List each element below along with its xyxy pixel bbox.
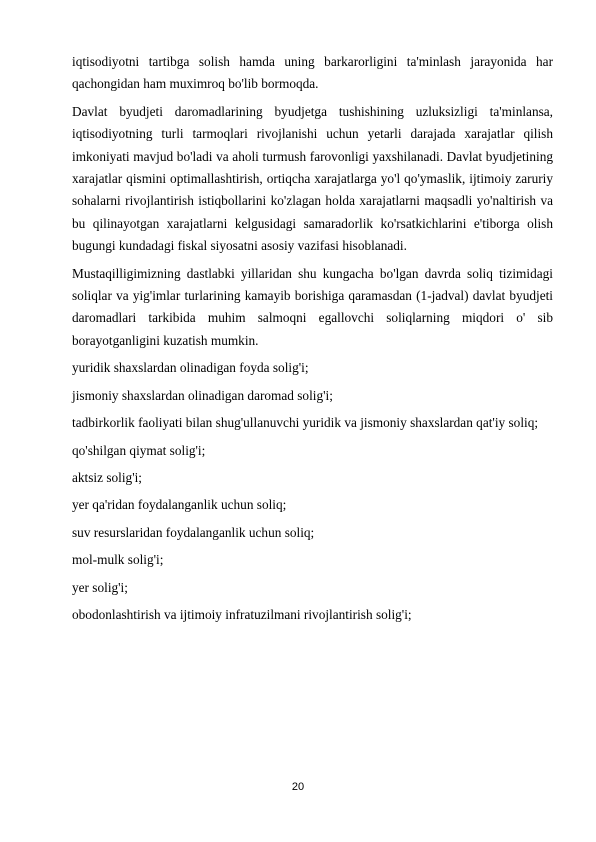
list-item-personal-income-tax: jismoniy shaxslardan olinadigan daromad solig'i; — [72, 387, 333, 403]
list-item-land-tax: yer solig'i; — [72, 579, 128, 595]
paragraph-tax-system: Mustaqilligimizning dastlabki yillaridan shu kungacha bo'lgan davrda soliq tizimidagi soliqlar va yig'imlar turlarining kamayib borishiga qaramasdan (1-jadval) davlat byudjeti daromadlari tarkibida muhim salmoqni egallovchi soliqlarning miqdori o' sib borayotganligini kuzatish mumkin. — [72, 265, 553, 348]
list-item-infrastructure-tax: obodonlashtirish va ijtimoiy infratuzilmani rivojlantirish solig'i; — [72, 606, 412, 622]
page-number: 20 — [291, 781, 305, 793]
page-body — [72, 51, 553, 631]
list-item-fixed-tax: tadbirkorlik faoliyati bilan shug'ullanuvchi yuridik va jismoniy shaxslardan qat'iy soliq; — [72, 415, 539, 431]
list-item-property-tax: mol-mulk solig'i; — [72, 552, 164, 568]
list-item-water-tax: suv resurslaridan foydalanganlik uchun soliq; — [72, 524, 315, 540]
list-item-excise-tax: aktsiz solig'i; — [72, 469, 142, 485]
list-item-subsoil-tax: yer qa'ridan foydalanganlik uchun soliq; — [72, 497, 287, 513]
list-item-vat: qo'shilgan qiymat solig'i; — [72, 442, 206, 458]
paragraph-intro-continuation: iqtisodiyotni tartibga solish hamda uning barkarorligini ta'minlash jarayonida har qachongidan ham muximroq bo'lib bormoqda. — [72, 54, 553, 92]
list-item-corporate-profit-tax: yuridik shaxslardan olinadigan foyda solig'i; — [72, 360, 309, 376]
paragraph-budget-revenues: Davlat byudjeti daromadlarining byudjetga tushishining uzluksizligi ta'minlansa, iqtisodiyotning turli tarmoqlari rivojlanishi uchun yetarli darajada xarajatlar qilish imkoniyati mavjud bo'ladi va aholi turmush farovonligi yaxshilanadi. Davlat byudjetining xarajatlar qismini optimallashtirish, ortiqcha xarajatlarga yo'l qo'ymaslik, ijtimoiy zaruriy sohalarni rivojlantirish istiqbollarini ko'zlagan holda xarajatlarni maqsadli yo'naltirish va bu qilinayotgan xarajatlarni kelgusidagi samaradorlik ko'rsatkichlarini e'tiborga olish bugungi kundadagi fiskal siyosatni asosiy vazifasi hisoblanadi. — [72, 103, 553, 254]
